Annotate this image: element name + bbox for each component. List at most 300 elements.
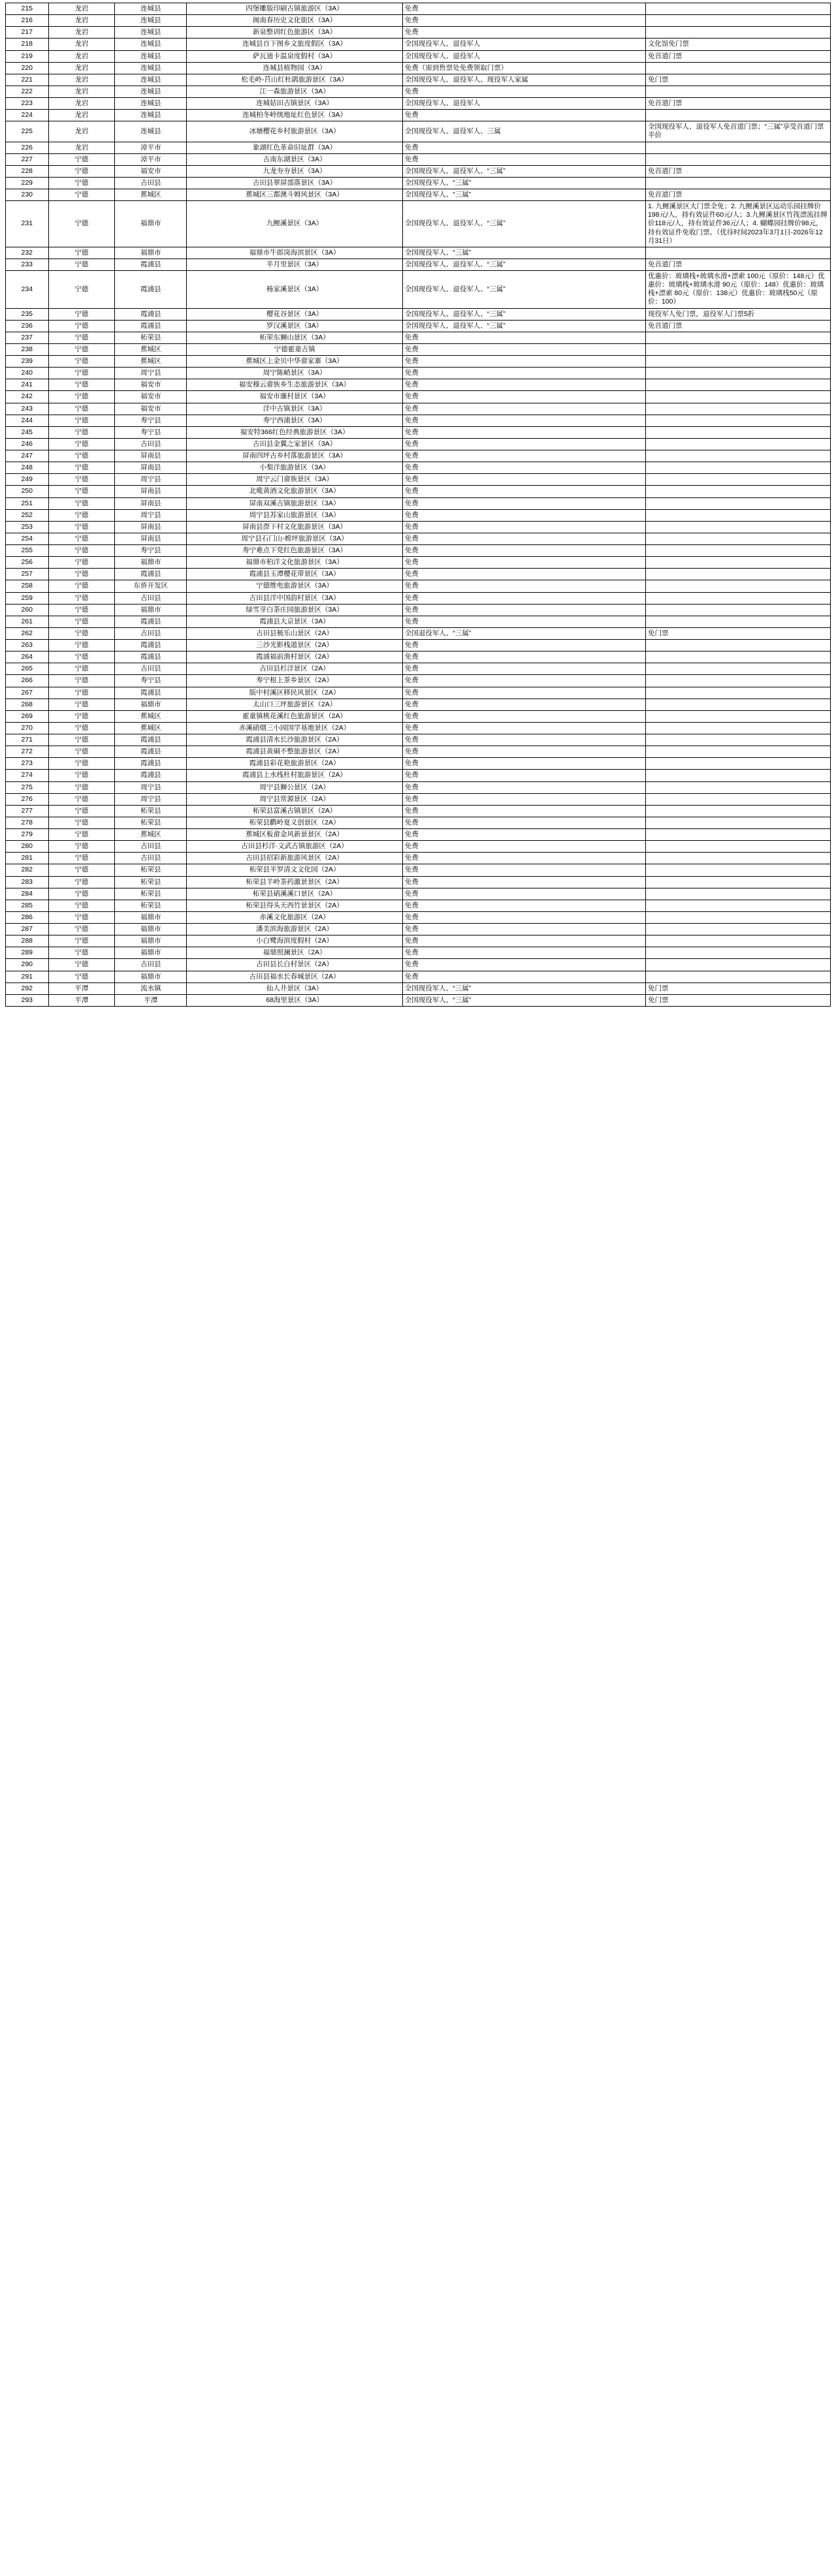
cell-eligible: 全国现役军人、退役军人、三属 xyxy=(402,121,645,142)
cell-eligible: 免费 xyxy=(402,911,645,923)
cell-city: 宁德 xyxy=(48,722,115,734)
cell-city: 宁德 xyxy=(48,604,115,616)
cell-id: 236 xyxy=(6,320,49,332)
cell-county: 连城县 xyxy=(115,15,187,27)
table-row xyxy=(6,569,831,580)
cell-note xyxy=(645,699,830,710)
table-row xyxy=(6,722,831,734)
cell-eligible: 全国现役军人、退役军人、“三属” xyxy=(402,320,645,332)
cell-city: 宁德 xyxy=(48,368,115,379)
table-row xyxy=(6,415,831,426)
cell-scenic-name: 连城姑田古镇景区（3A） xyxy=(187,98,402,110)
cell-county: 柘荣县 xyxy=(115,900,187,911)
cell-id: 224 xyxy=(6,110,49,121)
cell-id: 238 xyxy=(6,343,49,355)
table-row xyxy=(6,640,831,652)
cell-eligible: 免费 xyxy=(402,699,645,710)
cell-scenic-name: 九龙夯夯景区（3A） xyxy=(187,165,402,177)
cell-note xyxy=(645,924,830,935)
cell-city: 宁德 xyxy=(48,699,115,710)
cell-county: 寿宁县 xyxy=(115,426,187,438)
cell-county: 福鼎市 xyxy=(115,924,187,935)
table-row xyxy=(6,935,831,947)
cell-note xyxy=(645,403,830,415)
cell-id: 291 xyxy=(6,971,49,982)
cell-city: 宁德 xyxy=(48,817,115,828)
table-row xyxy=(6,320,831,332)
table-row xyxy=(6,817,831,828)
cell-eligible: 全国退役军人、“三属” xyxy=(402,627,645,639)
cell-eligible: 免费 xyxy=(402,110,645,121)
cell-county: 连城县 xyxy=(115,27,187,39)
cell-note: 优惠价：玻璃栈+玻璃水滑+漂索 100元（原价：148元）优惠价：玻璃栈+玻璃水滑 90元（原价：148）优惠价：玻璃栈+漂索 80元（原价：138元）优惠价：玻璃栈50元（原价：100） xyxy=(645,271,830,309)
cell-city: 宁德 xyxy=(48,474,115,486)
cell-city: 宁德 xyxy=(48,177,115,189)
cell-id: 274 xyxy=(6,770,49,781)
cell-city: 龙岩 xyxy=(48,86,115,97)
table-row xyxy=(6,545,831,557)
cell-county: 柘荣县 xyxy=(115,332,187,343)
cell-city: 龙岩 xyxy=(48,74,115,86)
cell-county: 屏南县 xyxy=(115,521,187,533)
cell-note xyxy=(645,911,830,923)
cell-scenic-name: 周宁县狮公景区（2A） xyxy=(187,781,402,793)
cell-note xyxy=(645,722,830,734)
cell-eligible: 免费 xyxy=(402,652,645,663)
cell-eligible: 免费 xyxy=(402,829,645,841)
table-row xyxy=(6,746,831,758)
cell-city: 宁德 xyxy=(48,438,115,450)
cell-city: 宁德 xyxy=(48,781,115,793)
cell-city: 宁德 xyxy=(48,557,115,569)
table-row xyxy=(6,652,831,663)
cell-note: 免首道门票 xyxy=(645,98,830,110)
cell-eligible: 免费 xyxy=(402,734,645,746)
table-row xyxy=(6,758,831,770)
cell-county: 柘荣县 xyxy=(115,888,187,900)
cell-county: 漳平市 xyxy=(115,153,187,165)
cell-city: 宁德 xyxy=(48,403,115,415)
cell-id: 271 xyxy=(6,734,49,746)
cell-id: 276 xyxy=(6,793,49,805)
cell-id: 245 xyxy=(6,426,49,438)
cell-eligible: 免费 xyxy=(402,509,645,521)
table-row xyxy=(6,911,831,923)
cell-county: 福鼎市 xyxy=(115,604,187,616)
cell-eligible: 免费 xyxy=(402,959,645,971)
cell-county: 古田县 xyxy=(115,959,187,971)
cell-note xyxy=(645,616,830,627)
cell-id: 284 xyxy=(6,888,49,900)
cell-eligible: 免费 xyxy=(402,27,645,39)
cell-id: 243 xyxy=(6,403,49,415)
cell-note xyxy=(645,663,830,675)
cell-county: 平潭 xyxy=(115,994,187,1006)
cell-id: 217 xyxy=(6,27,49,39)
cell-note xyxy=(645,521,830,533)
cell-eligible: 免费 xyxy=(402,486,645,497)
cell-id: 288 xyxy=(6,935,49,947)
cell-id: 227 xyxy=(6,153,49,165)
cell-eligible: 免费 xyxy=(402,592,645,604)
cell-id: 269 xyxy=(6,710,49,722)
cell-city: 宁德 xyxy=(48,189,115,201)
cell-county: 柘荣县 xyxy=(115,876,187,888)
cell-id: 244 xyxy=(6,415,49,426)
cell-note: 免门票 xyxy=(645,994,830,1006)
table-row xyxy=(6,247,831,259)
cell-scenic-name: 古田县杉洋·文武古镇旅游区（2A） xyxy=(187,841,402,853)
cell-id: 237 xyxy=(6,332,49,343)
cell-city: 宁德 xyxy=(48,876,115,888)
cell-eligible: 免费 xyxy=(402,687,645,699)
cell-eligible: 免费 xyxy=(402,616,645,627)
cell-county: 屏南县 xyxy=(115,486,187,497)
table-row xyxy=(6,509,831,521)
cell-id: 277 xyxy=(6,805,49,817)
cell-county: 古田县 xyxy=(115,627,187,639)
cell-county: 福鼎市 xyxy=(115,935,187,947)
cell-eligible: 免费 xyxy=(402,569,645,580)
cell-scenic-name: 霍童镇桃花溪红色旅游景区（2A） xyxy=(187,710,402,722)
cell-eligible: 免费 xyxy=(402,817,645,828)
cell-note xyxy=(645,888,830,900)
cell-county: 霞浦县 xyxy=(115,734,187,746)
cell-scenic-name: 蕉城区板畲金风新景景区（2A） xyxy=(187,829,402,841)
cell-scenic-name: 樱花谷景区（3A） xyxy=(187,308,402,320)
cell-city: 宁德 xyxy=(48,521,115,533)
table-row xyxy=(6,426,831,438)
table-row xyxy=(6,663,831,675)
cell-note xyxy=(645,947,830,959)
cell-note: 免门票 xyxy=(645,982,830,994)
cell-scenic-name: 福安特366红色经典旅游景区（3A） xyxy=(187,426,402,438)
cell-county: 霞浦县 xyxy=(115,640,187,652)
cell-scenic-name: 周宁县石门山-螳坪旅游景区（3A） xyxy=(187,533,402,544)
cell-scenic-name: 小白鹭海滨度假村（2A） xyxy=(187,935,402,947)
cell-id: 290 xyxy=(6,959,49,971)
table-row xyxy=(6,864,831,876)
cell-scenic-name: 连城柏冬岭统地址红色景区（3A） xyxy=(187,110,402,121)
cell-scenic-name: 屏南四坪古乡村落旅游景区（3A） xyxy=(187,450,402,462)
cell-scenic-name: 古田县福水长春城景区（2A） xyxy=(187,971,402,982)
cell-county: 霞浦县 xyxy=(115,652,187,663)
cell-eligible: 免费 xyxy=(402,557,645,569)
cell-county: 蕉城区 xyxy=(115,356,187,368)
cell-county: 周宁县 xyxy=(115,509,187,521)
cell-city: 平潭 xyxy=(48,994,115,1006)
cell-eligible: 免费 xyxy=(402,332,645,343)
cell-county: 福鼎市 xyxy=(115,947,187,959)
cell-note xyxy=(645,486,830,497)
cell-city: 宁德 xyxy=(48,793,115,805)
table-row xyxy=(6,947,831,959)
table-row xyxy=(6,924,831,935)
cell-note xyxy=(645,675,830,687)
table-row xyxy=(6,521,831,533)
cell-scenic-name: 霞浦县清水长沙旅游景区（2A） xyxy=(187,734,402,746)
cell-note xyxy=(645,356,830,368)
cell-eligible: 免费 xyxy=(402,971,645,982)
cell-eligible: 免费 xyxy=(402,853,645,864)
cell-county: 福安市 xyxy=(115,379,187,391)
table-row xyxy=(6,438,831,450)
cell-eligible: 全国现役军人、“三属” xyxy=(402,189,645,201)
cell-note: 现役军人免门票，退役军人门票5折 xyxy=(645,308,830,320)
cell-city: 宁德 xyxy=(48,959,115,971)
cell-note: 免门票 xyxy=(645,627,830,639)
table-row xyxy=(6,177,831,189)
cell-id: 242 xyxy=(6,391,49,403)
cell-scenic-name: 连城县自下图乡文旅度假区（3A） xyxy=(187,39,402,50)
cell-county: 霞浦县 xyxy=(115,569,187,580)
cell-note: 免首道门票 xyxy=(645,165,830,177)
cell-note xyxy=(645,368,830,379)
cell-county: 福鼎市 xyxy=(115,971,187,982)
cell-scenic-name: 江一森旅游景区（3A） xyxy=(187,86,402,97)
table-row xyxy=(6,86,831,97)
cell-scenic-name: 霞浦县大京景区（3A） xyxy=(187,616,402,627)
cell-id: 225 xyxy=(6,121,49,142)
cell-scenic-name: 霞浦县黄硐不整旅游景区（2A） xyxy=(187,746,402,758)
cell-note xyxy=(645,687,830,699)
cell-city: 宁德 xyxy=(48,332,115,343)
cell-id: 275 xyxy=(6,781,49,793)
cell-county: 周宁县 xyxy=(115,474,187,486)
cell-scenic-name: 新泉整训红色旅游区（3A） xyxy=(187,27,402,39)
table-row xyxy=(6,829,831,841)
cell-eligible: 全国现役军人、退役军人 xyxy=(402,50,645,62)
cell-city: 宁德 xyxy=(48,569,115,580)
cell-eligible: 全国现役军人、退役军人、“三属” xyxy=(402,271,645,309)
cell-id: 248 xyxy=(6,462,49,474)
cell-city: 宁德 xyxy=(48,924,115,935)
cell-eligible: 免费 xyxy=(402,947,645,959)
table-row xyxy=(6,3,831,15)
cell-county: 周宁县 xyxy=(115,781,187,793)
cell-eligible: 免费 xyxy=(402,805,645,817)
table-row xyxy=(6,27,831,39)
cell-scenic-name: 霞浦县玉潭樱花带景区（3A） xyxy=(187,569,402,580)
cell-note xyxy=(645,841,830,853)
cell-scenic-name: 北墘黄酒文化旅游景区（3A） xyxy=(187,486,402,497)
cell-city: 龙岩 xyxy=(48,121,115,142)
cell-city: 宁德 xyxy=(48,320,115,332)
cell-scenic-name: 仙人井景区（3A） xyxy=(187,982,402,994)
cell-city: 宁德 xyxy=(48,450,115,462)
cell-eligible: 免费 xyxy=(402,888,645,900)
cell-id: 220 xyxy=(6,62,49,74)
cell-scenic-name: 蕉城区上金贝中华畲家寨（3A） xyxy=(187,356,402,368)
cell-scenic-name: 福安穆云畲族乡生态旅游景区（3A） xyxy=(187,379,402,391)
cell-county: 古田县 xyxy=(115,592,187,604)
table-row xyxy=(6,627,831,639)
cell-scenic-name: 闽南春历史文化街区（3A） xyxy=(187,15,402,27)
cell-eligible: 全国现役军人、“三属” xyxy=(402,982,645,994)
cell-county: 柘荣县 xyxy=(115,864,187,876)
cell-id: 272 xyxy=(6,746,49,758)
cell-note xyxy=(645,533,830,544)
cell-city: 宁德 xyxy=(48,153,115,165)
cell-id: 267 xyxy=(6,687,49,699)
cell-note xyxy=(645,746,830,758)
table-row xyxy=(6,308,831,320)
cell-county: 霞浦县 xyxy=(115,758,187,770)
cell-note: 全国现役军人、退役军人免首道门票；“三属”享受首道门票半价 xyxy=(645,121,830,142)
cell-scenic-name: 柘荣县富溪古镇景区（2A） xyxy=(187,805,402,817)
table-row xyxy=(6,710,831,722)
cell-county: 连城县 xyxy=(115,62,187,74)
table-row xyxy=(6,379,831,391)
table-row xyxy=(6,121,831,142)
cell-county: 屏南县 xyxy=(115,533,187,544)
cell-id: 265 xyxy=(6,663,49,675)
cell-city: 宁德 xyxy=(48,497,115,509)
cell-eligible: 免费 xyxy=(402,580,645,592)
cell-id: 226 xyxy=(6,142,49,153)
cell-eligible: 免费 xyxy=(402,935,645,947)
cell-note xyxy=(645,580,830,592)
cell-id: 278 xyxy=(6,817,49,828)
cell-county: 寿宁县 xyxy=(115,415,187,426)
table-row xyxy=(6,675,831,687)
cell-county: 霞浦县 xyxy=(115,770,187,781)
cell-city: 宁德 xyxy=(48,379,115,391)
cell-note: 1. 九鲤溪景区大门票全免；2. 九鲤溪景区运动乐园挂牌价198元/人，持有效证件60元/人；3.九鲤溪景区竹筏漂流挂牌价118元/人，持有效证件36元/人；4. 蝴蝶园挂牌价98元，持有效证件免收门票。（优待时间2023年3月1日-2026年12月31日） xyxy=(645,201,830,247)
cell-city: 宁德 xyxy=(48,710,115,722)
cell-id: 247 xyxy=(6,450,49,462)
cell-county: 柘荣县 xyxy=(115,805,187,817)
cell-scenic-name: 寿宁西浦景区（3A） xyxy=(187,415,402,426)
cell-id: 234 xyxy=(6,271,49,309)
cell-scenic-name: 屏南县漈下村文化旅游景区（3A） xyxy=(187,521,402,533)
cell-eligible: 免费 xyxy=(402,438,645,450)
cell-county: 蕉城区 xyxy=(115,829,187,841)
cell-county: 古田县 xyxy=(115,841,187,853)
cell-county: 蕉城区 xyxy=(115,710,187,722)
cell-city: 宁德 xyxy=(48,580,115,592)
cell-eligible: 免费 xyxy=(402,864,645,876)
cell-county: 屏南县 xyxy=(115,462,187,474)
cell-scenic-name: 68海里景区（3A） xyxy=(187,994,402,1006)
cell-note xyxy=(645,864,830,876)
cell-note: 免首道门票 xyxy=(645,259,830,270)
cell-county: 古田县 xyxy=(115,438,187,450)
cell-note xyxy=(645,379,830,391)
table-row xyxy=(6,580,831,592)
cell-scenic-name: 古田县杉洋景区（2A） xyxy=(187,663,402,675)
cell-eligible: 免费 xyxy=(402,924,645,935)
cell-scenic-name: 周宁云门畲族景区（3A） xyxy=(187,474,402,486)
cell-eligible: 全国现役军人、退役军人 xyxy=(402,98,645,110)
cell-eligible: 免费 xyxy=(402,86,645,97)
cell-id: 281 xyxy=(6,853,49,864)
cell-city: 龙岩 xyxy=(48,3,115,15)
table-row xyxy=(6,959,831,971)
cell-scenic-name: 周宁县常源景区（2A） xyxy=(187,793,402,805)
cell-eligible: 免费 xyxy=(402,462,645,474)
table-row xyxy=(6,888,831,900)
table-row xyxy=(6,110,831,121)
cell-scenic-name: 柘荣县半罗清文文化园（2A） xyxy=(187,864,402,876)
cell-eligible: 免费 xyxy=(402,841,645,853)
table-row xyxy=(6,853,831,864)
cell-id: 251 xyxy=(6,497,49,509)
cell-city: 宁德 xyxy=(48,509,115,521)
cell-scenic-name: 潘美滨海旅游景区（2A） xyxy=(187,924,402,935)
cell-id: 218 xyxy=(6,39,49,50)
cell-county: 连城县 xyxy=(115,39,187,50)
table-row xyxy=(6,62,831,74)
cell-city: 宁德 xyxy=(48,770,115,781)
cell-scenic-name: 周宁县苏家山旅游景区（3A） xyxy=(187,509,402,521)
cell-scenic-name: 冰塘樱花乡村旅游景区（3A） xyxy=(187,121,402,142)
cell-scenic-name: 柘荣县得头天西竹景景区（2A） xyxy=(187,900,402,911)
cell-id: 270 xyxy=(6,722,49,734)
cell-id: 252 xyxy=(6,509,49,521)
cell-id: 261 xyxy=(6,616,49,627)
cell-eligible: 免费 xyxy=(402,368,645,379)
cell-scenic-name: 柘荣东狮山景区（3A） xyxy=(187,332,402,343)
cell-county: 屏南县 xyxy=(115,497,187,509)
cell-id: 293 xyxy=(6,994,49,1006)
cell-note xyxy=(645,474,830,486)
cell-city: 宁德 xyxy=(48,165,115,177)
table-row xyxy=(6,153,831,165)
cell-id: 253 xyxy=(6,521,49,533)
cell-id: 219 xyxy=(6,50,49,62)
cell-note: 免门票 xyxy=(645,74,830,86)
cell-note: 免首道门票 xyxy=(645,320,830,332)
cell-eligible: 免费 xyxy=(402,403,645,415)
cell-scenic-name: 小梨洋旅游景区（3A） xyxy=(187,462,402,474)
cell-eligible: 免费 xyxy=(402,415,645,426)
cell-eligible: 免费 xyxy=(402,604,645,616)
cell-note xyxy=(645,86,830,97)
cell-county: 周宁县 xyxy=(115,368,187,379)
cell-scenic-name: 四堡雕版印刷古镇旅游区（3A） xyxy=(187,3,402,15)
cell-scenic-name: 洋中古镇景区（3A） xyxy=(187,403,402,415)
cell-scenic-name: 太山口三坪旅游景区（2A） xyxy=(187,699,402,710)
cell-eligible: 免费 xyxy=(402,758,645,770)
cell-note xyxy=(645,177,830,189)
cell-city: 宁德 xyxy=(48,829,115,841)
cell-eligible: 全国现役军人、“三属” xyxy=(402,247,645,259)
cell-eligible: 免费 xyxy=(402,450,645,462)
table-row xyxy=(6,142,831,153)
cell-scenic-name: 半月里景区（3A） xyxy=(187,259,402,270)
cell-county: 霞浦县 xyxy=(115,320,187,332)
cell-eligible: 免费 xyxy=(402,545,645,557)
cell-note xyxy=(645,142,830,153)
cell-note xyxy=(645,15,830,27)
cell-county: 古田县 xyxy=(115,177,187,189)
table-row xyxy=(6,98,831,110)
cell-eligible: 免费 xyxy=(402,15,645,27)
cell-id: 258 xyxy=(6,580,49,592)
table-row xyxy=(6,781,831,793)
table-row xyxy=(6,497,831,509)
cell-city: 宁德 xyxy=(48,462,115,474)
cell-id: 250 xyxy=(6,486,49,497)
cell-city: 宁德 xyxy=(48,687,115,699)
cell-note xyxy=(645,734,830,746)
cell-scenic-name: 罗汉溪景区（3A） xyxy=(187,320,402,332)
cell-county: 霞浦县 xyxy=(115,259,187,270)
table-row xyxy=(6,391,831,403)
cell-note xyxy=(645,640,830,652)
cell-county: 古田县 xyxy=(115,853,187,864)
